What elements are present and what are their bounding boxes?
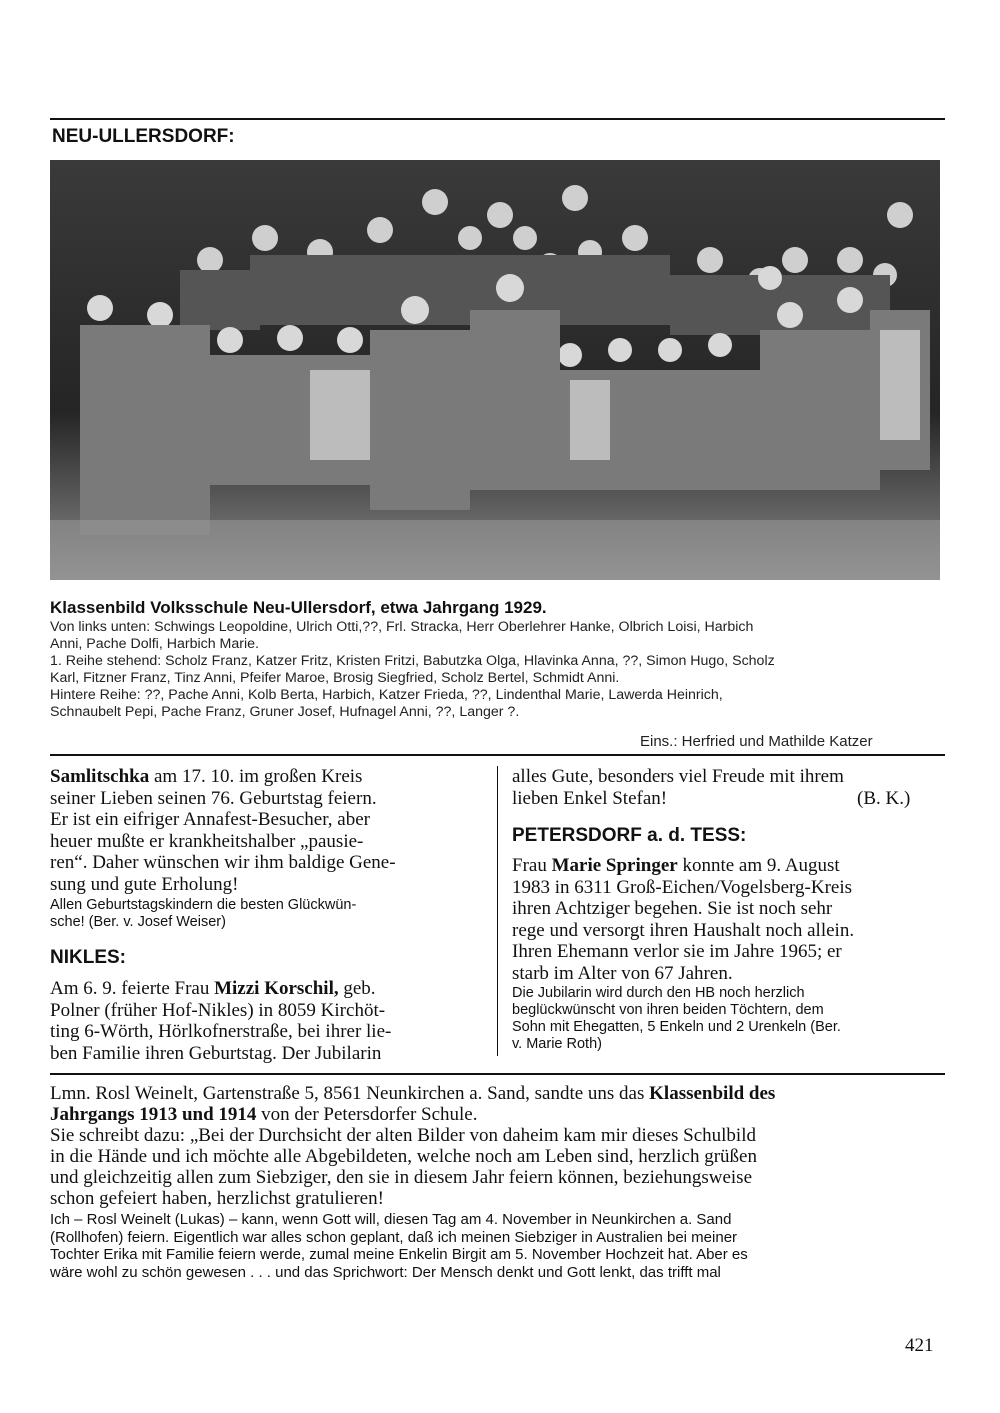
text-line: Sie schreibt dazu: „Bei der Durchsicht der alten Bilder von daheim kam mir dieses Schulbild — [50, 1125, 756, 1146]
text-line: rege und versorgt ihren Haushalt noch allein. — [512, 919, 855, 941]
photo-credit: Eins.: Herfried und Mathilde Katzer — [640, 733, 873, 750]
text-line: ren“. Daher wünschen wir ihm baldige Gene- — [50, 852, 396, 873]
text-line: Die Jubilarin wird durch den HB noch herzlich — [512, 985, 805, 1001]
text-line: und gleichzeitig allen zum Siebziger, den sie in diesem Jahr feiern können, beziehungsweise — [50, 1167, 753, 1188]
name-samlitschka: Samlitschka — [50, 766, 150, 787]
text-line: Tochter Erika mit Familie feiern werde, zumal meine Enkelin Birgit am 5. November Hochzeit hat. Aber es — [50, 1246, 748, 1263]
text-line: Lmn. Rosl Weinelt, Gartenstraße 5, 8561 Neunkirchen a. Sand, sandte uns das — [50, 1083, 650, 1104]
left-column — [50, 766, 490, 1064]
section-heading-neu-ullersdorf: NEU-ULLERSDORF: — [52, 126, 235, 147]
nikles-paragraph — [50, 978, 490, 1064]
section-heading-nikles: NIKLES: — [50, 947, 126, 968]
weinelt-intro — [50, 1083, 960, 1209]
text-line: starb im Alter von 67 Jahren. — [512, 962, 733, 984]
springer-paragraph — [512, 855, 952, 984]
text-line: Er ist ein eifriger Annafest-Besucher, aber — [50, 809, 370, 830]
text-line: v. Marie Roth) — [512, 1036, 602, 1052]
caption-rule — [50, 754, 945, 756]
continuation-paragraph — [512, 766, 952, 809]
photo-caption — [50, 619, 950, 721]
column-divider — [497, 766, 498, 1056]
text-line: alles Gute, besonders viel Freude mit ihrem — [512, 766, 844, 787]
bottom-section-rule — [50, 1073, 945, 1075]
text-line: sche! (Ber. v. Josef Weiser) — [50, 914, 226, 930]
text-line: am 17. 10. im großen Kreis — [149, 766, 363, 787]
caption-line: Karl, Fitzner Franz, Tinz Anni, Pfeifer Maroe, Brosig Siegfried, Scholz Bertel, Schmidt Anni. — [50, 670, 620, 686]
caption-line: Hintere Reihe: ??, Pache Anni, Kolb Berta, Harbich, Katzer Frieda, ??, Lindenthal Marie, Lawerda Heinrich, — [50, 687, 723, 703]
jahrgang-bold: Jahrgangs 1913 und 1914 — [50, 1104, 257, 1125]
text-line: geb. — [338, 978, 376, 999]
klassenbild-bold: Klassenbild des — [649, 1083, 776, 1104]
text-line: ting 6-Wörth, Hörlkofnerstraße, bei ihrer lie- — [50, 1021, 392, 1042]
photo-caption-title: Klassenbild Volksschule Neu-Ullersdorf, etwa Jahrgang 1929. — [50, 598, 547, 617]
text-line: seiner Lieben seinen 76. Geburtstag feiern. — [50, 787, 377, 809]
caption-line: Schnaubelt Pepi, Pache Franz, Gruner Josef, Hufnagel Anni, ??, Langer ?. — [50, 704, 520, 720]
text-line: Polner (früher Hof-Nikles) in 8059 Kirchöt- — [50, 999, 386, 1021]
text-line: schon gefeiert haben, herzlichst gratulieren! — [50, 1188, 384, 1209]
caption-line: 1. Reihe stehend: Scholz Franz, Katzer Fritz, Kristen Fritzi, Babutzka Olga, Hlavinka Anna, ??, Simon Hugo, Scholz — [50, 653, 775, 669]
text-line: Frau — [512, 855, 552, 876]
text-line: konnte am 9. August — [677, 855, 840, 876]
top-rule — [50, 118, 945, 120]
author-credit: (B. K.) — [857, 787, 911, 809]
name-korschil: Mizzi Korschil, — [214, 978, 339, 999]
weinelt-quote — [50, 1211, 960, 1281]
caption-line: Von links unten: Schwings Leopoldine, Ulrich Otti,??, Frl. Stracka, Herr Oberlehrer Hanke, Olbrich Loisi, Harbich — [50, 619, 754, 635]
text-line: ihren Achtziger begehen. Sie ist noch sehr — [512, 898, 833, 919]
text-line: Ich – Rosl Weinelt (Lukas) – kann, wenn Gott will, diesen Tag am 4. November in Neunkirchen a. Sand — [50, 1211, 732, 1228]
name-springer: Marie Springer — [551, 855, 678, 876]
text-line: Sohn mit Ehegatten, 5 Enkeln und 2 Urenkeln (Ber. — [512, 1019, 841, 1035]
text-line: von der Petersdorfer Schule. — [256, 1104, 478, 1125]
text-line: beglückwünscht von ihren beiden Töchtern, dem — [512, 1002, 824, 1018]
text-line: (Rollhofen) feiern. Eigentlich war alles schon geplant, daß ich meinen Siebziger in Australien bei meiner — [50, 1228, 738, 1246]
text-line: in die Hände und ich möchte alle Abgebildeten, welche noch am Leben sind, herzlich grüßen — [50, 1146, 757, 1167]
samlitschka-greeting — [50, 897, 490, 931]
samlitschka-paragraph — [50, 766, 490, 895]
text-line: wäre wohl zu schön gewesen . . . und das Sprichwort: Der Mensch denkt und Gott lenkt, das trifft mal — [50, 1263, 721, 1281]
page-number: 421 — [905, 1335, 934, 1356]
text-line: Allen Geburtstagskindern die besten Glückwün- — [50, 897, 357, 913]
text-line: 1983 in 6311 Groß-Eichen/Vogelsberg-Kreis — [512, 876, 853, 898]
text-line: sung und gute Erholung! — [50, 873, 239, 895]
weinelt-article — [50, 1083, 960, 1281]
springer-greeting — [512, 985, 952, 1053]
text-line: Am 6. 9. feierte Frau — [50, 978, 215, 999]
caption-line: Anni, Pache Dolfi, Harbich Marie. — [50, 636, 259, 652]
text-line: ben Familie ihren Geburtstag. Der Jubilarin — [50, 1042, 382, 1064]
text-line: Ihren Ehemann verlor sie im Jahre 1965; er — [512, 941, 842, 962]
text-line: lieben Enkel Stefan! — [512, 787, 668, 809]
class-photo — [50, 160, 940, 580]
section-heading-petersdorf: PETERSDORF a. d. TESS: — [512, 825, 747, 846]
text-line: heuer mußte er krankheitshalber „pausie- — [50, 830, 364, 852]
right-column — [512, 766, 952, 1053]
